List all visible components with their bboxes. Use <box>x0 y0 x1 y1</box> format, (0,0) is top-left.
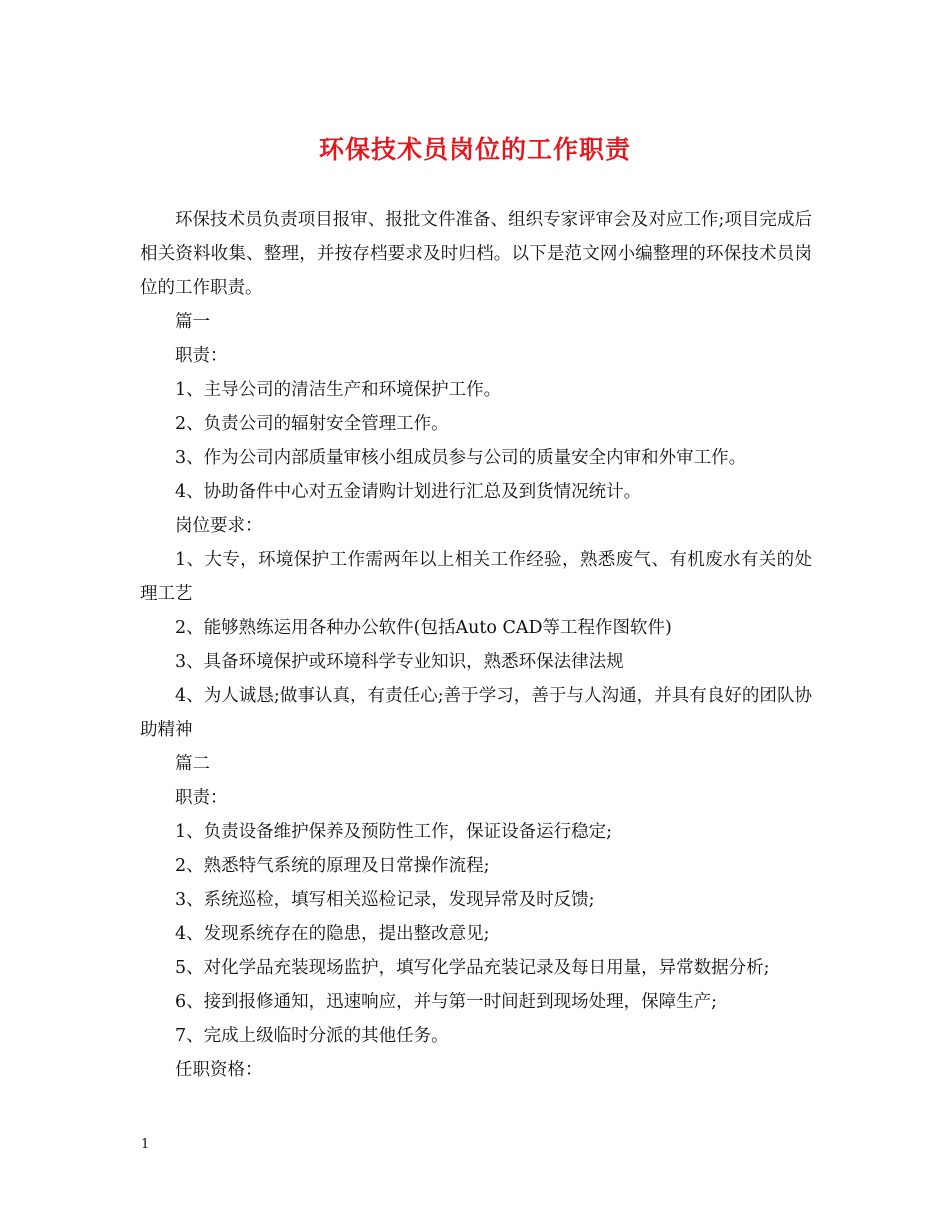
requirement-item: 4、为人诚恳;做事认真，有责任心;善于学习，善于与人沟通，并具有良好的团队协助精神 <box>140 686 812 740</box>
duty-item: 3、系统巡检，填写相关巡检记录，发现异常及时反馈; <box>175 890 595 910</box>
document-body <box>140 203 812 1087</box>
requirements-label: 岗位要求： <box>175 516 263 536</box>
duty-item: 4、协助备件中心对五金请购计划进行汇总及到货情况统计。 <box>175 482 642 502</box>
duty-item: 7、完成上级临时分派的其他任务。 <box>175 1026 449 1046</box>
duty-item: 1、主导公司的清洁生产和环境保护工作。 <box>175 380 502 400</box>
section-heading-part-one: 篇一 <box>175 312 210 332</box>
requirement-item: 3、具备环境保护或环境科学专业知识，熟悉环保法律法规 <box>175 652 624 672</box>
duty-item: 3、作为公司内部质量审核小组成员参与公司的质量安全内审和外审工作。 <box>175 448 747 468</box>
requirement-item: 2、能够熟练运用各种办公软件(包括Auto CAD等工程作图软件) <box>175 618 672 638</box>
duty-item: 4、发现系统存在的隐患，提出整改意见; <box>175 924 490 944</box>
document-title: 环保技术员岗位的工作职责 <box>318 135 631 164</box>
duties-label: 职责： <box>175 346 228 366</box>
qualifications-label: 任职资格： <box>175 1060 263 1080</box>
intro-paragraph: 环保技术员负责项目报审、报批文件准备、组织专家评审会及对应工作;项目完成后相关资料收集、整理，并按存档要求及时归档。以下是范文网小编整理的环保技术员岗位的工作职责。 <box>140 210 812 298</box>
duties-label: 职责： <box>175 788 228 808</box>
requirement-item: 1、大专，环境保护工作需两年以上相关工作经验，熟悉废气、有机废水有关的处理工艺 <box>140 550 812 604</box>
duty-item: 2、负责公司的辐射安全管理工作。 <box>175 414 449 434</box>
duty-item: 6、接到报修通知，迅速响应，并与第一时间赶到现场处理，保障生产; <box>175 992 718 1012</box>
section-heading-part-two: 篇二 <box>175 754 210 774</box>
duty-item: 5、对化学品充装现场监护，填写化学品充装记录及每日用量，异常数据分析; <box>175 958 770 978</box>
duty-item: 1、负责设备维护保养及预防性工作，保证设备运行稳定; <box>175 822 613 842</box>
page-number: 1 <box>141 1137 150 1152</box>
duty-item: 2、熟悉特气系统的原理及日常操作流程; <box>175 856 490 876</box>
